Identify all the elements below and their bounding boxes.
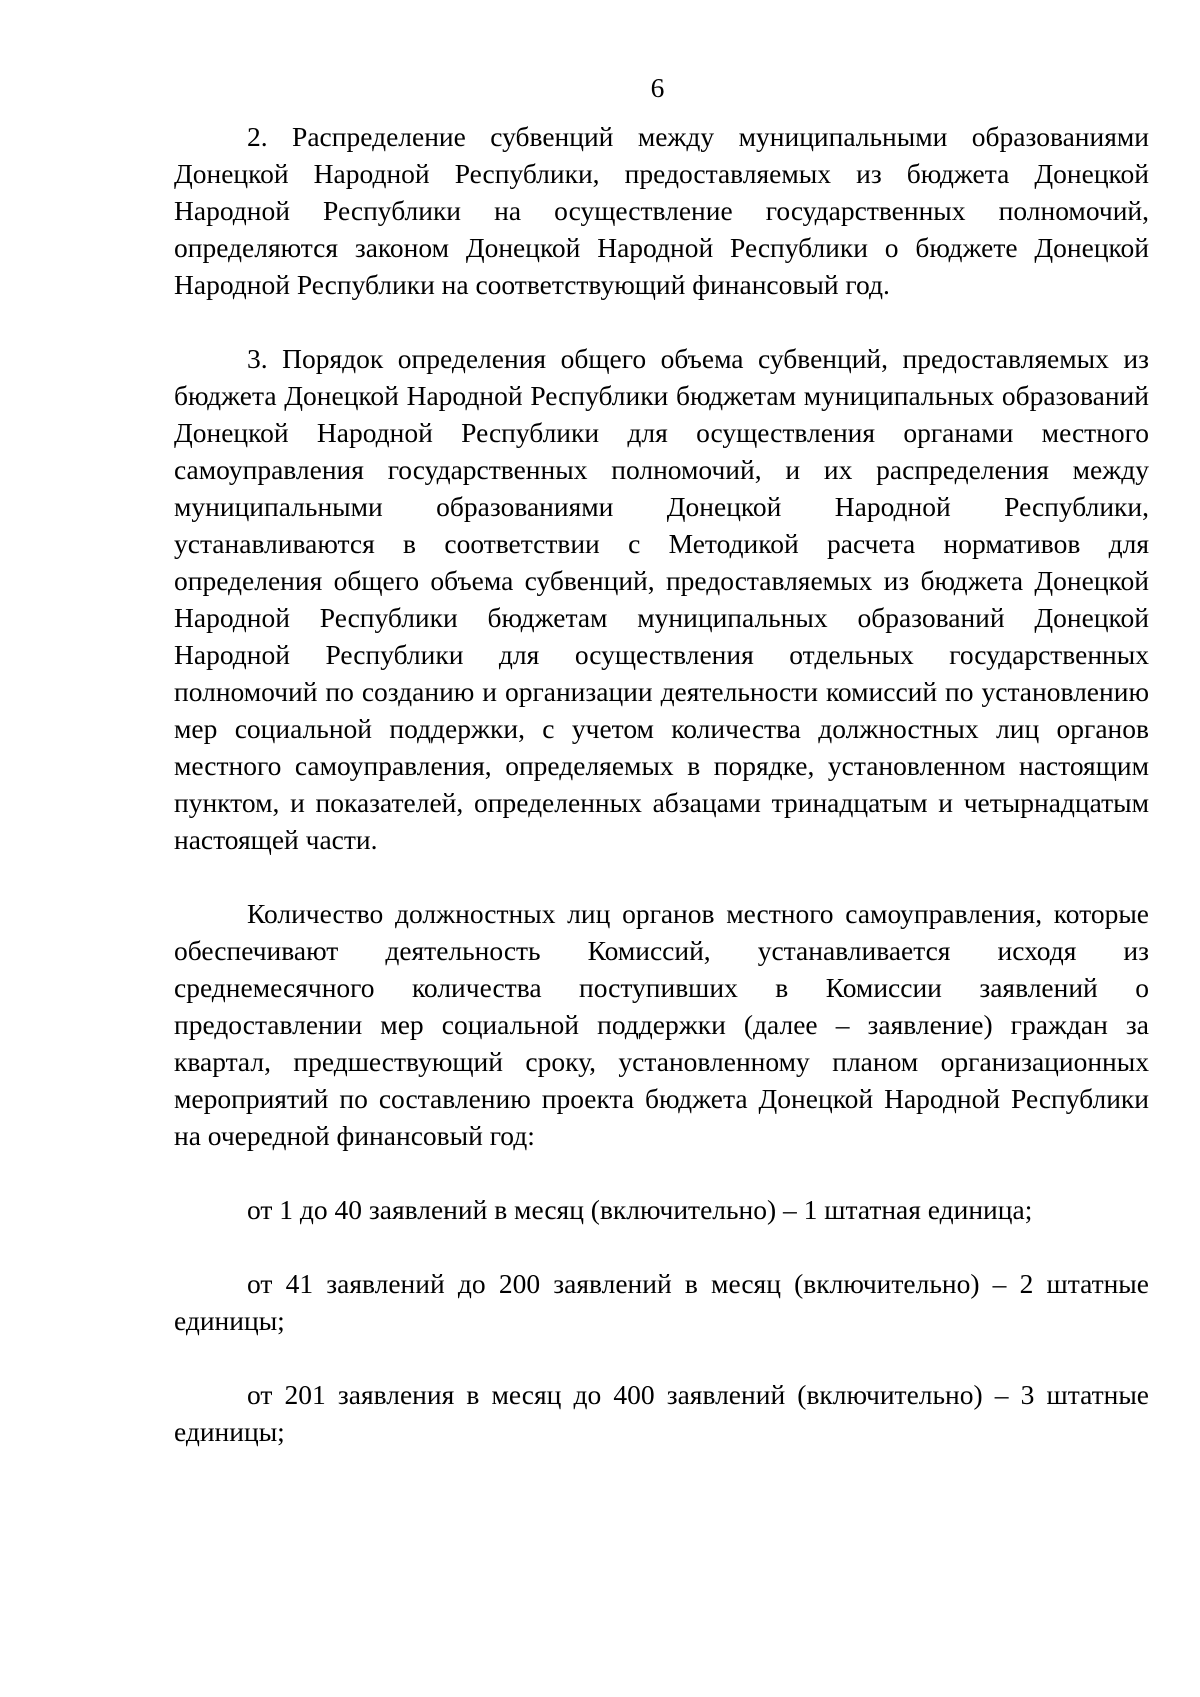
paragraph-range-201-400: от 201 заявления в месяц до 400 заявлений (включительно) – 3 штатные единицы; (174, 1379, 1149, 1447)
paragraph-item-3: 3. Порядок определения общего объема субвенций, предоставляемых из бюджета Донецкой Народной Республики бюджетам муниципальных образований Донецкой Народной Республики для осуществления органами местного самоуправления государственных полномочий, и их распределения между муниципальными образованиями Донецкой Народной Республики, устанавливаются в соответствии с Методикой расчета нормативов для определения общего объема субвенций, предоставляемых из бюджета Донецкой Народной Республики бюджетам муниципальных образований Донецкой Народной Республики для осуществления отдельных государственных полномочий по созданию и организации деятельности комиссий по установлению мер социальной поддержки, с учетом количества должностных лиц органов местного самоуправления, определяемых в порядке, установленном настоящим пунктом, и показателей, определенных абзацами тринадцатым и четырнадцатым настоящей части. (174, 343, 1149, 855)
paragraph-item-2: 2. Распределение субвенций между муниципальными образованиями Донецкой Народной Республики, предоставляемых из бюджета Донецкой Народной Республики на осуществление государственных полномочий, определяются законом Донецкой Народной Республики о бюджете Донецкой Народной Республики на соответствующий финансовый год. (174, 121, 1149, 300)
document-body (174, 118, 1149, 1450)
paragraph-range-41-200: от 41 заявлений до 200 заявлений в месяц (включительно) – 2 штатные единицы; (174, 1268, 1149, 1336)
paragraph-staff-count: Количество должностных лиц органов местного самоуправления, которые обеспечивают деятельность Комиссий, устанавливается исходя из среднемесячного количества поступивших в Комиссии заявлений о предоставлении мер социальной поддержки (далее – заявление) граждан за квартал, предшествующий сроку, установленному планом организационных мероприятий по составлению проекта бюджета Донецкой Народной Республики на очередной финансовый год: (174, 898, 1149, 1151)
paragraph-range-1-40: от 1 до 40 заявлений в месяц (включительно) – 1 штатная единица; (247, 1194, 1033, 1225)
page-number: 6 (650, 72, 665, 103)
